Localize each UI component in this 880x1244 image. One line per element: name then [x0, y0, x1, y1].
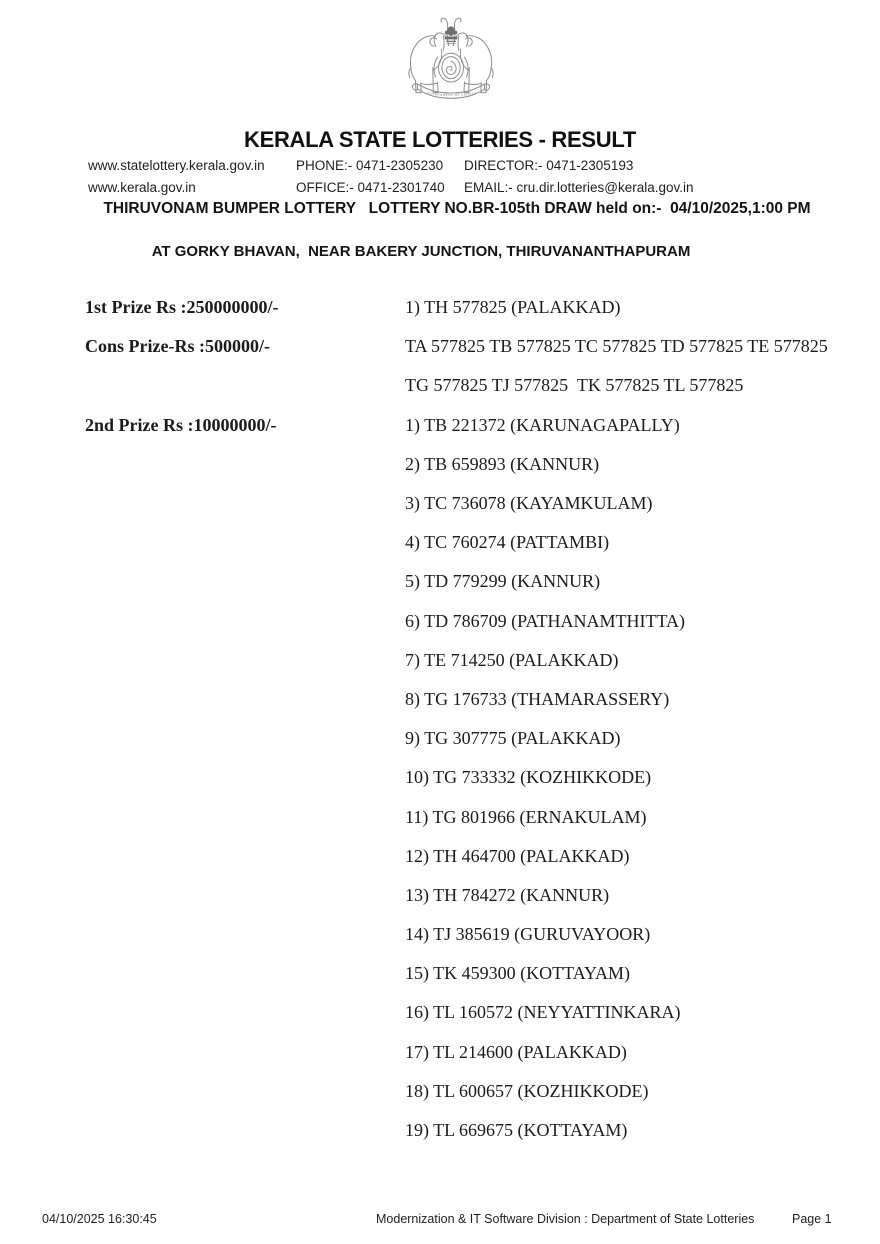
winning-number-entry: 14) TJ 385619 (GURUVAYOOR): [405, 924, 651, 945]
prize-label: 1st Prize Rs :250000000/-: [85, 297, 279, 318]
lottery-draw-info: THIRUVONAM BUMPER LOTTERY LOTTERY NO.BR-105th DRAW held on:- 04/10/2025,1:00 PM: [103, 200, 811, 217]
website-kerala: www.kerala.gov.in: [88, 180, 196, 195]
footer-page-number: Page 1: [792, 1212, 832, 1226]
prize-row: [85, 327, 880, 405]
prize-row: [85, 406, 880, 1151]
winning-number-entry: 8) TG 176733 (THAMARASSERY): [405, 688, 670, 709]
prize-label: 2nd Prize Rs :10000000/-: [85, 414, 277, 435]
website-statelottery: www.statelottery.kerala.gov.in: [88, 158, 265, 173]
winning-number-entry: 13) TH 784272 (KANNUR): [405, 884, 610, 905]
emblem-banner-text: GOVERNMENT OF KERALA: [426, 90, 477, 98]
winning-number-entry: 2) TB 659893 (KANNUR): [405, 453, 600, 474]
winning-number-entry: 17) TL 214600 (PALAKKAD): [405, 1041, 627, 1062]
winning-number-entry: 9) TG 307775 (PALAKKAD): [405, 728, 621, 749]
phone-number: PHONE:- 0471-2305230: [296, 158, 444, 173]
winning-number-entry: 5) TD 779299 (KANNUR): [405, 571, 601, 592]
office-phone: OFFICE:- 0471-2301740: [296, 180, 445, 195]
winning-number-entry: 10) TG 733332 (KOZHIKKODE): [405, 767, 652, 788]
footer-division-text: Modernization & IT Software Division : Department of State Lotteries: [376, 1212, 755, 1226]
contact-row: [88, 177, 748, 199]
winning-number-entry: 1) TH 577825 (PALAKKAD): [405, 297, 621, 318]
contact-info-block: [88, 155, 748, 199]
winning-number-entry: 3) TC 736078 (KAYAMKULAM): [405, 493, 653, 514]
prize-entries: [405, 327, 880, 405]
contact-row: [88, 155, 748, 177]
winning-number-entry: TG 577825 TJ 577825 TK 577825 TL 577825: [405, 375, 744, 396]
winning-number-entry: 7) TE 714250 (PALAKKAD): [405, 649, 619, 670]
prize-results-list: [0, 288, 880, 1150]
document-title: KERALA STATE LOTTERIES - RESULT: [244, 126, 636, 152]
director-phone: DIRECTOR:- 0471-2305193: [464, 158, 634, 173]
draw-venue: AT GORKY BHAVAN, NEAR BAKERY JUNCTION, THIRUVANANTHAPURAM: [151, 243, 691, 260]
winning-number-entry: 6) TD 786709 (PATHANAMTHITTA): [405, 610, 686, 631]
winning-number-entry: 18) TL 600657 (KOZHIKKODE): [405, 1080, 649, 1101]
winning-number-entry: 16) TL 160572 (NEYYATTINKARA): [405, 1002, 681, 1023]
kerala-government-emblem-icon: [404, 10, 500, 108]
winning-number-entry: 11) TG 801966 (ERNAKULAM): [405, 806, 647, 827]
prize-entries: [405, 288, 880, 327]
prize-label: Cons Prize-Rs :500000/-: [85, 336, 270, 357]
winning-number-entry: 15) TK 459300 (KOTTAYAM): [405, 963, 631, 984]
winning-number-entry: TA 577825 TB 577825 TC 577825 TD 577825 TE 577825: [405, 336, 828, 357]
footer: [0, 1212, 880, 1232]
winning-number-entry: 4) TC 760274 (PATTAMBI): [405, 532, 610, 553]
footer-timestamp: 04/10/2025 16:30:45: [42, 1212, 157, 1226]
winning-number-entry: 1) TB 221372 (KARUNAGAPALLY): [405, 414, 680, 435]
winning-number-entry: 12) TH 464700 (PALAKKAD): [405, 845, 630, 866]
prize-entries: [405, 406, 880, 1151]
winning-number-entry: 19) TL 669675 (KOTTAYAM): [405, 1120, 628, 1141]
email-address: EMAIL:- cru.dir.lotteries@kerala.gov.in: [464, 180, 694, 195]
prize-row: [85, 288, 880, 327]
